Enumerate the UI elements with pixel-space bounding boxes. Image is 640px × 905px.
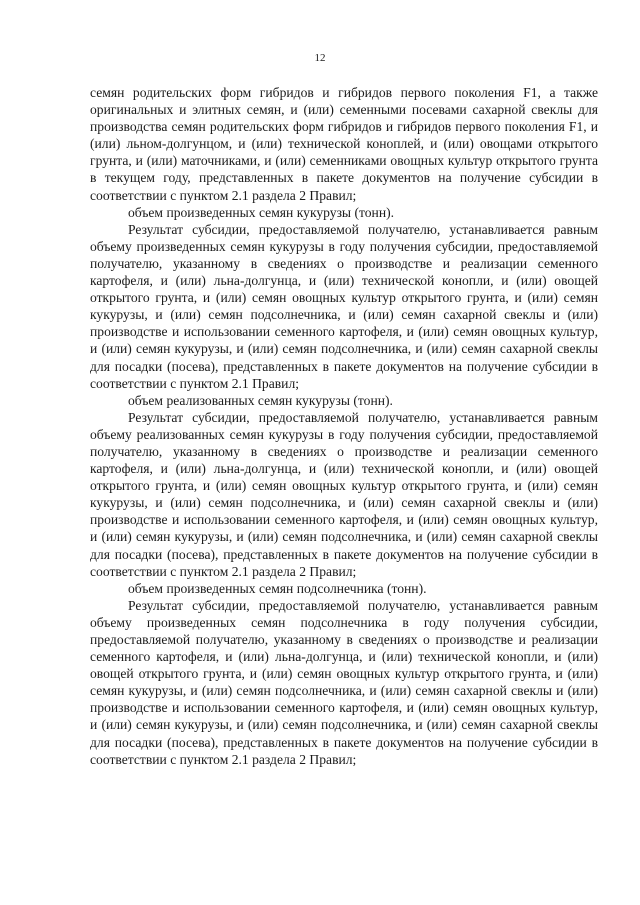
paragraph-6: объем произведенных семян подсолнечника (тонн). — [128, 580, 427, 596]
page-number: 12 — [314, 52, 326, 64]
paragraph-4: объем реализованных семян кукурузы (тонн). — [128, 392, 393, 408]
paragraph-3: Результат субсидии, предоставляемой получателю, устанавливается равным объему произведенных семян кукурузы в году получения субсидии, предоставляемой получателю, указанному в сведениях о производстве и реализации семенного картофеля, и (или) льна-долгунца, и (или) технической конопли, и (или) овощей открытого грунта, и (или) семян овощных культур открытого грунта, и (или) семян кукурузы, и (или) семян подсолнечника, и (или) семян сахарной свеклы и (или) производстве и использовании семенного картофеля, и (или) семян овощных культур, и (или) семян кукурузы, и (или) семян подсолнечника, и (или) семян сахарной свеклы для посадки (посева), представленных в пакете документов на получение субсидии в соответствии с пунктом 2.1 Правил; — [90, 221, 598, 391]
paragraph-1: семян родительских форм гибридов и гибридов первого поколения F1, а также оригинальных и элитных семян, и (или) семенными посевами сахарной свеклы для производства семян родительских форм гибридов и гибридов первого поколения F1, и (или) льном-долгунцом, и (или) технической коноплей, и (или) овощами открытого грунта, и (или) маточниками, и (или) семенниками овощных культур открытого грунта в текущем году, представленных в пакете документов на получение субсидии в соответствии с пунктом 2.1 раздела 2 Правил; — [90, 85, 598, 203]
paragraph-2: объем произведенных семян кукурузы (тонн). — [128, 204, 395, 220]
paragraph-7: Результат субсидии, предоставляемой получателю, устанавливается равным объему произведенных семян подсолнечника в году получения субсидии, предоставляемой получателю, указанному в сведениях о производстве и реализации семенного картофеля, и (или) льна-долгунца, и (или) технической конопли, и (или) овощей открытого грунта, и (или) семян овощных культур открытого грунта, и (или) семян кукурузы, и (или) семян подсолнечника, и (или) семян сахарной свеклы и (или) производстве и использовании семенного картофеля, и (или) семян овощных культур, и (или) семян кукурузы, и (или) семян подсолнечника, и (или) семян сахарной свеклы для посадки (посева), представленных в пакете документов на получение субсидии в соответствии с пунктом 2.1 раздела 2 Правил; — [90, 597, 598, 767]
paragraph-5: Результат субсидии, предоставляемой получателю, устанавливается равным объему реализованных семян кукурузы в году получения субсидии, предоставляемой получателю, указанному в сведениях о производстве и реализации семенного картофеля, и (или) льна-долгунца, и (или) технической конопли, и (или) овощей открытого грунта, и (или) семян овощных культур открытого грунта, и (или) семян кукурузы, и (или) семян подсолнечника, и (или) семян сахарной свеклы и (или) производстве и использовании семенного картофеля, и (или) семян овощных культур, и (или) семян кукурузы, и (или) семян подсолнечника, и (или) семян сахарной свеклы для посадки (посева), представленных в пакете документов на получение субсидии в соответствии с пунктом 2.1 раздела 2 Правил; — [90, 409, 598, 579]
document-body — [90, 84, 598, 768]
